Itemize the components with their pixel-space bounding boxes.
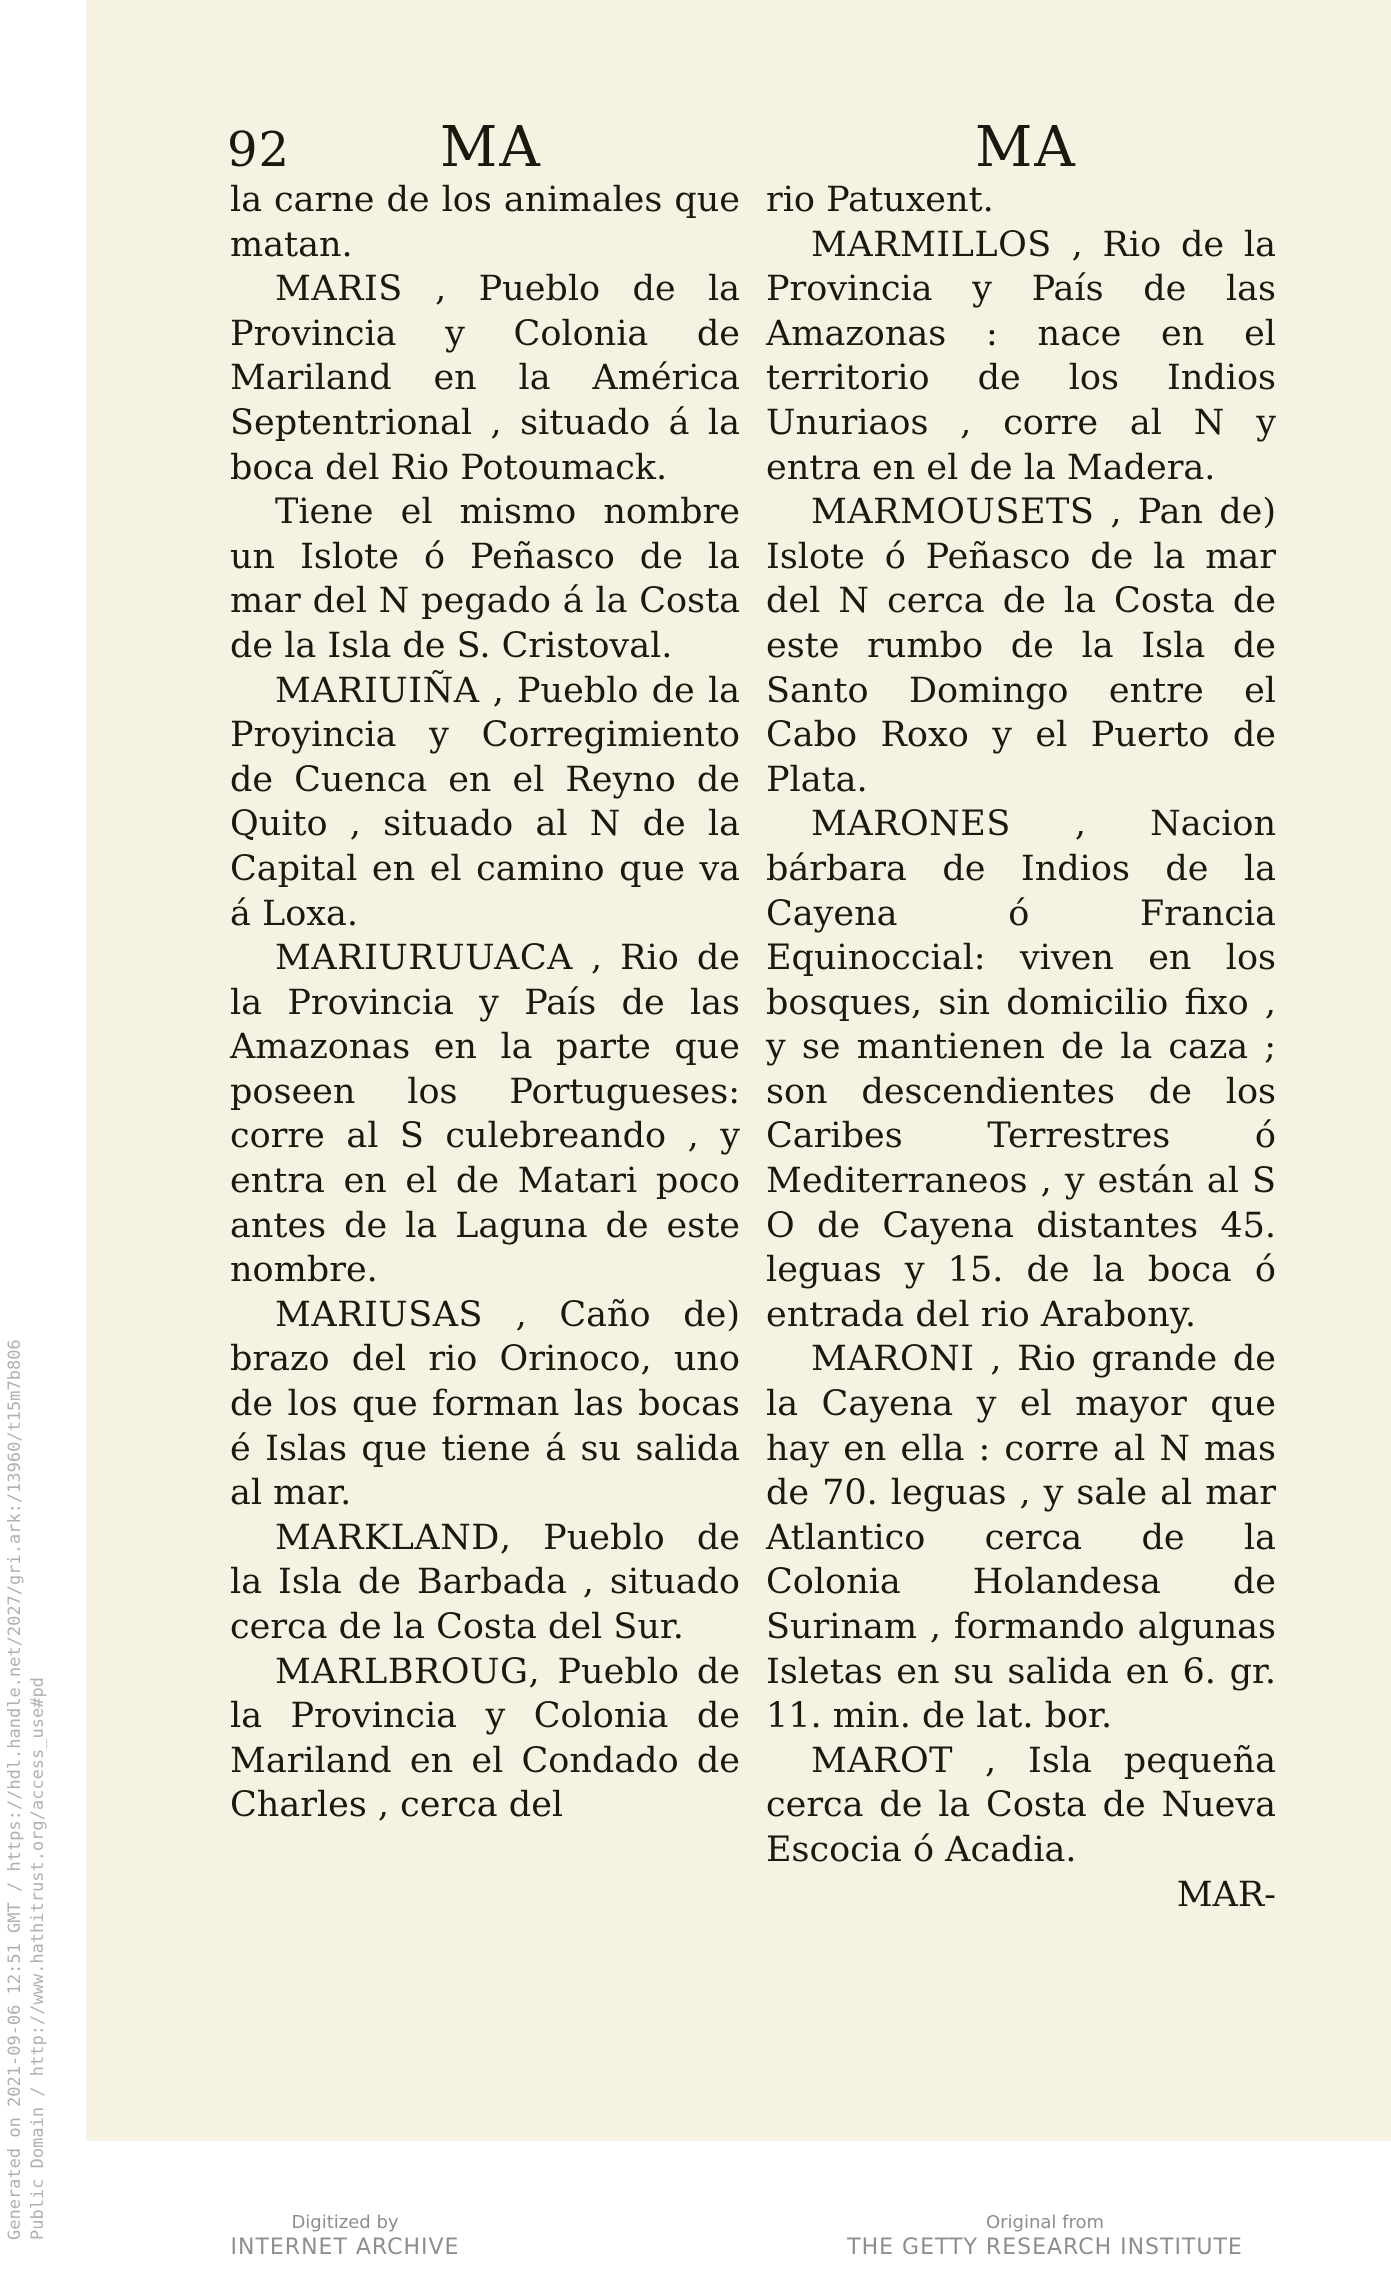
footer-original-from — [840, 2212, 1250, 2262]
entry-maris — [230, 267, 740, 490]
footer-getty: THE GETTY RESEARCH INSTITUTE — [847, 2235, 1243, 2260]
entry-markland — [230, 1516, 740, 1650]
entry-text: , Pueblo de la Proyincia y Corregimiento de Cuenca en el Reyno de Quito , situado al N de la Capital en el camino que va á Loxa. — [230, 670, 740, 934]
running-head-right: MA — [975, 115, 1077, 180]
entry-text: , Rio de la Provincia y País de las Amazonas : nace en el territorio de los Indios Unuriaos , corre al N y entra en el de la Madera. — [766, 224, 1276, 488]
left-text-column — [230, 178, 740, 1828]
entry-text: , Pueblo de la Provincia y Colonia de Mariland en el Condado de Charles , cerca del — [230, 1651, 740, 1826]
headword: MARIUIÑA — [275, 670, 480, 711]
entry-marlbroug — [230, 1650, 740, 1828]
headword: MARLBROUG — [275, 1651, 529, 1692]
entry-text: , Nacion bárbara de Indios de la Cayena ó Francia Equinoccial: viven en los bosques, sin domicilio fixo , y se mantienen de la caza ; son descendientes de los Caribes Terrestres ó Mediterraneos , y están al S O de Cayena distantes 45. leguas y 15. de la boca ó entrada del rio Arabony. — [766, 804, 1276, 1335]
hathitrust-watermark — [4, 1339, 50, 2240]
entry-mariuina — [230, 669, 740, 937]
page-number: 92 — [227, 122, 291, 178]
paragraph-tiene: Tiene el mismo nombre un Islote ó Peñasco de la mar del N pegado á la Costa de la Isla de S. Cristoval. — [230, 492, 740, 666]
headword: MARMILLOS — [811, 224, 1052, 265]
watermark-line-public-domain: Public Domain / http://www.hathitrust.org/access_use#pd — [28, 1677, 48, 2240]
paragraph-continuation: rio Patuxent. — [766, 180, 994, 220]
headword: MARIS — [275, 269, 403, 310]
entry-text: , Rio grande de la Cayena y el mayor que hay en ella : corre al N mas de 70. leguas , y sale al mar Atlantico cerca de la Colonia Holandesa de Surinam , formando algunas Isletas en su salida en 6. gr. 11. min. de lat. bor. — [766, 1339, 1276, 1737]
headword: MARONI — [811, 1339, 975, 1380]
footer-internet-archive: INTERNET ARCHIVE — [230, 2235, 460, 2260]
paragraph-continuation: la carne de los animales que matan. — [230, 180, 740, 265]
entry-marot — [766, 1739, 1276, 1873]
entry-mariusas — [230, 1293, 740, 1516]
entry-text: , Caño de) brazo del rio Orinoco, uno de los que forman las bocas é Islas que tiene á su salida al mar. — [230, 1294, 740, 1514]
headword: MARMOUSETS — [811, 492, 1095, 533]
headword: MARIURUUACA — [275, 938, 573, 979]
footer-digitized-by — [230, 2212, 460, 2262]
entry-text: , Pueblo de la Isla de Barbada , situado cerca de la Costa del Sur. — [230, 1517, 740, 1647]
headword: MARIUSAS — [275, 1294, 484, 1335]
footer-original-label: Original from — [985, 2212, 1105, 2233]
entry-marones — [766, 802, 1276, 1337]
entry-marmousets — [766, 490, 1276, 802]
entry-text: , Isla pequeña cerca de la Costa de Nueva Escocia ó Acadia. — [766, 1740, 1276, 1870]
headword: MAROT — [811, 1740, 954, 1781]
headword: MARKLAND — [275, 1517, 500, 1558]
running-head-left: MA — [440, 115, 542, 180]
entry-text: , Pan de) Islote ó Peñasco de la mar del N cerca de la Costa de este rumbo de la Isla de Santo Domingo entre el Cabo Roxo y el Puerto de Plata. — [766, 492, 1276, 800]
catchword: MAR- — [1176, 1874, 1276, 1915]
watermark-line-generated: Generated on 2021-09-06 12:51 GMT / https://hdl.handle.net/2027/gri.ark:/13960/t15m7b806 — [5, 1339, 25, 2240]
entry-mariuruuaca — [230, 936, 740, 1293]
footer-digitized-label: Digitized by — [291, 2212, 399, 2233]
headword: MARONES — [811, 804, 1011, 845]
entry-marmillos — [766, 223, 1276, 491]
entry-text: , Rio de la Provincia y País de las Amazonas en la parte que poseen los Portugueses: corre al S culebreando , y entra en el de Matari poco antes de la Laguna de este nombre. — [230, 938, 740, 1291]
entry-text: , Pueblo de la Provincia y Colonia de Mariland en la América Septentrional , situado á la boca del Rio Potoumack. — [230, 269, 740, 488]
entry-maroni — [766, 1337, 1276, 1738]
right-text-column — [766, 178, 1276, 1917]
